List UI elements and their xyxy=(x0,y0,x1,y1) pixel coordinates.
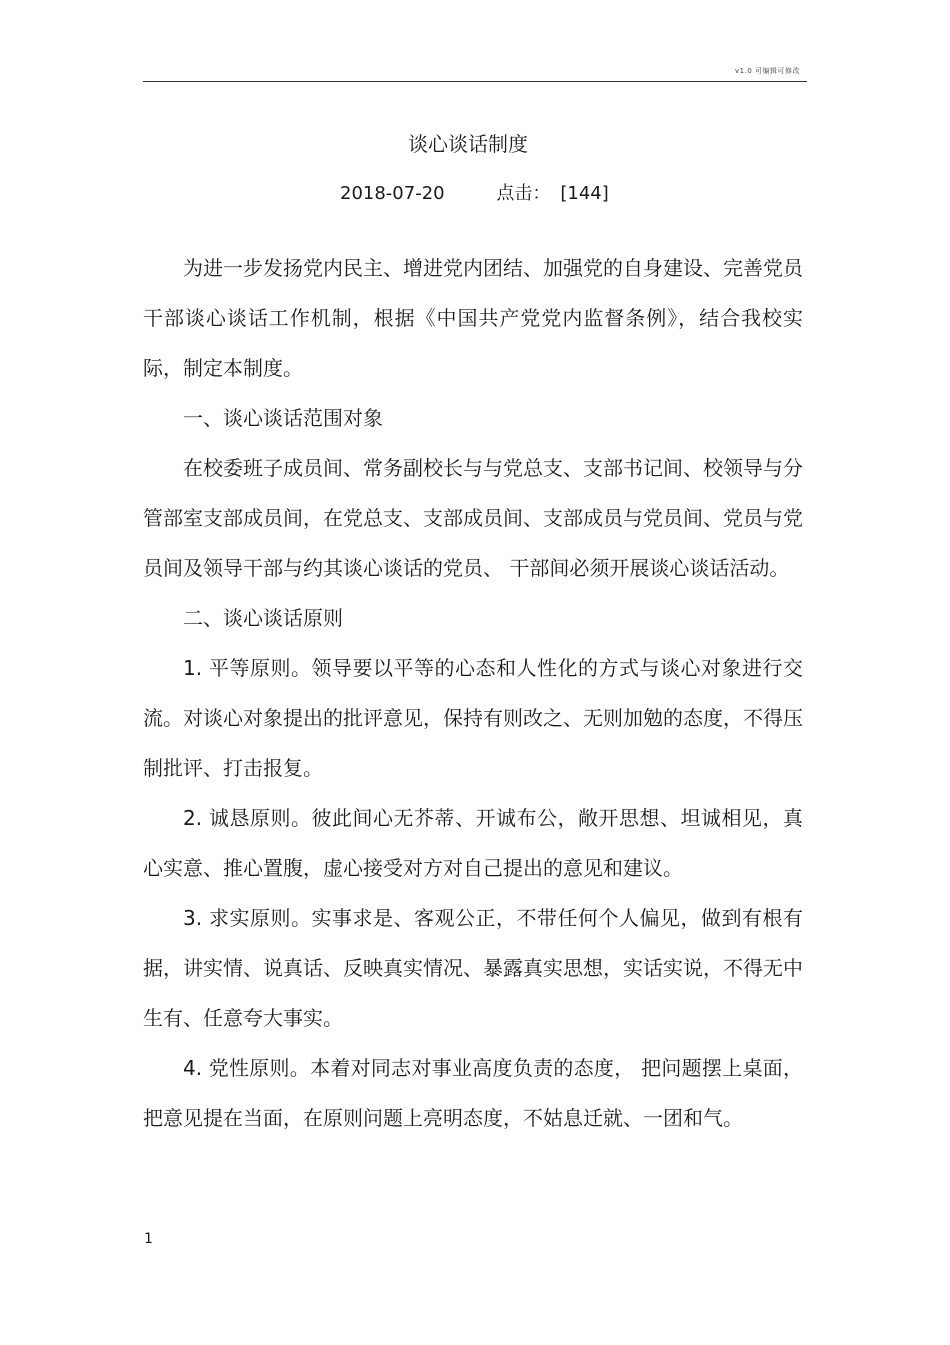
principle-equality: 1. 平等原则。领导要以平等的心态和人性化的方式与谈心对象进行交流。对谈心对象提出的批评意见，保持有则改之、无则加勉的态度，不得压制批评、打击报复。 xyxy=(143,656,803,780)
intro-paragraph: 为进一步发扬党内民主、增进党内团结、加强党的自身建设、完善党员干部谈心谈话工作机制，根据《中国共产党党内监督条例》，结合我校实际，制定本制度。 xyxy=(143,256,803,380)
principle-party-spirit: 4. 党性原则。本着对同志对事业高度负责的态度， 把问题摆上桌面，把意见提在当面，在原则问题上亮明态度，不姑息迁就、一团和气。 xyxy=(143,1056,803,1130)
principle-truthfulness: 3. 求实原则。实事求是、客观公正，不带任何个人偏见，做到有根有据，讲实情、说真话、反映真实情况、暴露真实思想，实话实说，不得无中生有、任意夸大事实。 xyxy=(143,906,803,1030)
click-label: 点击： xyxy=(496,183,551,204)
document-meta xyxy=(340,179,609,205)
principle-sincerity: 2. 诚恳原则。彼此间心无芥蒂、开诚布公，敞开思想、坦诚相见，真心实意、推心置腹，虚心接受对方对自己提出的意见和建议。 xyxy=(143,806,803,880)
document-body xyxy=(143,243,803,1143)
document-title: 谈心谈话制度 xyxy=(408,132,528,156)
header-divider xyxy=(143,81,807,82)
header-version-note: v1.0 可编辑可修改 xyxy=(735,67,800,75)
section-heading-scope: 一、谈心谈话范围对象 xyxy=(183,406,383,430)
page-number: 1 xyxy=(144,1231,153,1247)
click-counter xyxy=(496,179,608,205)
scope-paragraph: 在校委班子成员间、常务副校长与与党总支、支部书记间、校领导与分管部室支部成员间，在党总支、支部成员间、支部成员与党员间、党员与党员间及领导干部与约其谈心谈话的党员、 干部间必须开展谈心谈话活动。 xyxy=(143,456,803,580)
publish-date: 2018-07-20 xyxy=(340,183,445,204)
click-count: [144] xyxy=(560,183,609,204)
section-heading-principles: 二、谈心谈话原则 xyxy=(183,606,343,630)
